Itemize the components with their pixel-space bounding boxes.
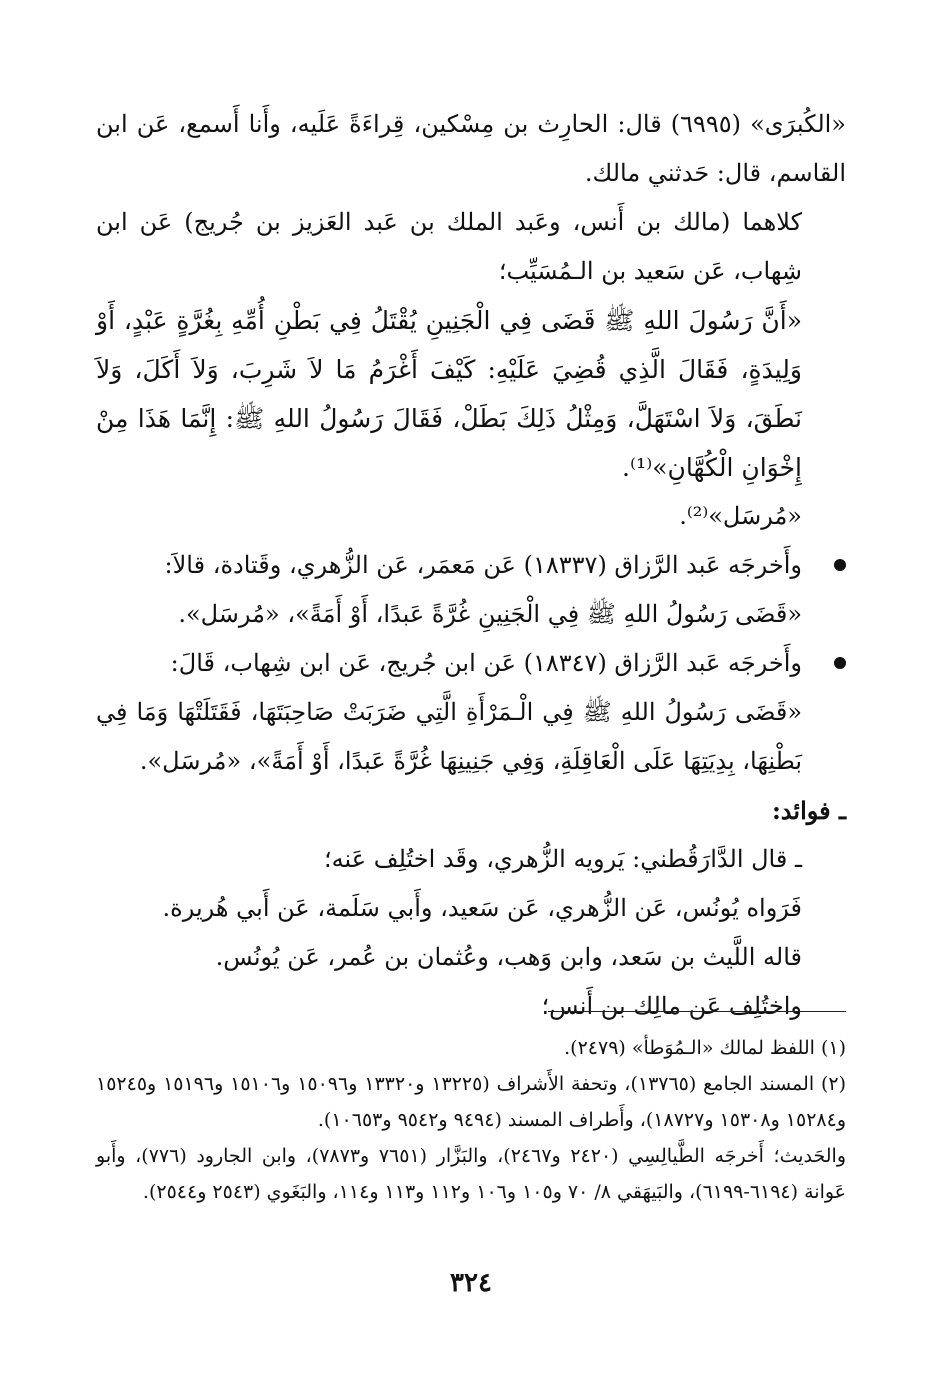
footnote-2-continued: والحَديث؛ أَخرجَه الطَّيالِسِي (٢٤٢٠ و٢٤٦٧)، والبَزَّار (٧٦٥١ و٧٨٧٣)، وابن الجارود (٧٧٦)، وأَبو عَوانة (٦١٩٤-٦١٩٩)، والبَيهَقي ٨/ ٧٠ و١٠٥ و١٠٦ و١١٢ و١١٣ و١١٤، والبَغَوي (٢٥٤٣ و٢٥٤٤).: [96, 1145, 847, 1203]
bullet-hadith: «قَضَى رَسُولُ اللهِ ﷺ فِي الْجَنِينِ غُرَّةً عَبدًا، أَوْ أَمَةً»، «مُرسَل».: [178, 600, 802, 628]
bullet-icon: [834, 657, 846, 669]
bullet-hadith: «قَضَى رَسُولُ اللهِ ﷺ فِي الْـمَرْأَةِ الَّتِي ضَرَبَتْ صَاحِبَتَهَا، فَقَتَلَتْهَا وَمَا فِي بَطْنِهَا، بِدِيَتِهَا عَلَى الْعَاقِلَةِ، وَفِي جَنِينِهَا غُرَّةً عَبدًا، أَوْ أَمَةً»، «مُرسَل».: [96, 698, 803, 775]
footnote-2: (٢) المسند الجامع (١٣٧٦٥)، وتحفة الأَشراف (١٣٢٢٥ و١٣٣٢٠ و١٥٠٩٦ و١٥١٠٦ و١٥١٩٦ و١٥٢٤٥ و١٥٢٨٤ و١٥٣٠٨ و١٨٧٢٧)، وأَطراف المسند (٩٤٩٤ و٩٥٤٢ و١٠٦٥٣).: [96, 1073, 847, 1131]
fawaid-heading: ـ فوائد:: [771, 796, 846, 825]
main-text: [96, 100, 846, 1031]
paragraph-source: «الكُبرَى» (٦٩٩٥) قال: الحارِث بن مِسْكين، قِراءَةً عَلَيه، وأَنا أَسمع، عَن ابن القاسم، قال: حَدثني مالك.: [96, 110, 846, 187]
bullet-intro: وأَخرجَه عَبد الرَّزاق (١٨٣٣٧) عَن مَعمَر، عَن الزُّهري، وقَتادة، قالاَ:: [164, 551, 802, 579]
bullet-icon: [834, 559, 846, 571]
footnotes: [96, 1030, 846, 1210]
fawaid-line: قاله اللَّيث بن سَعد، وابن وَهب، وعُثمان بن عُمر، عَن يُونُس.: [215, 943, 802, 971]
bullet-item-abdurrazzaq-1: [96, 541, 846, 590]
fawaid-line: ـ قال الدَّارَقُطني: يَرويه الزُّهري، وقَد اختُلِف عَنه؛: [324, 845, 802, 873]
fawaid-section: [96, 786, 846, 1031]
page-number: ٣٢٤: [450, 1268, 492, 1298]
footnote-1: (١) اللفظ لمالك «الـمُوَطأ» (٢٤٧٩).: [564, 1037, 846, 1059]
fawaid-line: واختُلِف عَن مالِك بن أَنس؛: [541, 992, 802, 1020]
paragraph-chain: كلاهما (مالك بن أَنس، وعَبد الملك بن عَبد العَزيز بن جُريج) عَن ابن شِهاب، عَن سَعيد بن الـمُسَيِّب؛: [96, 208, 802, 285]
mursal-note: «مُرسَل»⁽²⁾.: [679, 502, 802, 530]
footnote-divider: [548, 1011, 846, 1012]
bullet-intro: وأَخرجَه عَبد الرَّزاق (١٨٣٤٧) عَن ابن جُريج، عَن ابن شِهاب، قَالَ:: [170, 649, 802, 677]
fawaid-line: فَرَواه يُونُس، عَن الزُّهري، عَن سَعيد، وأَبي سَلَمة، عَن أَبي هُريرة.: [162, 894, 802, 922]
bullet-item-abdurrazzaq-2: [96, 639, 846, 688]
hadith-text: «أَنَّ رَسُولَ اللهِ ﷺ قَضَى فِي الْجَنِينِ يُقْتَلُ فِي بَطْنِ أُمِّهِ بِغُرَّةٍ عَبْدٍ، أَوْ وَلِيدَةٍ، فَقَالَ الَّذِي قُضِيَ عَلَيْهِ: كَيْفَ أَغْرَمُ مَا لاَ شَرِبَ، وَلاَ أَكَلَ، وَلاَ نَطَقَ، وَلاَ اسْتَهَلَّ، وَمِثْلُ ذَلِكَ بَطَلْ، فَقَالَ رَسُولُ اللهِ ﷺ: إِنَّمَا هَذَا مِنْ إِخْوَانِ الْكُهَّانِ»⁽¹⁾.: [96, 306, 802, 482]
